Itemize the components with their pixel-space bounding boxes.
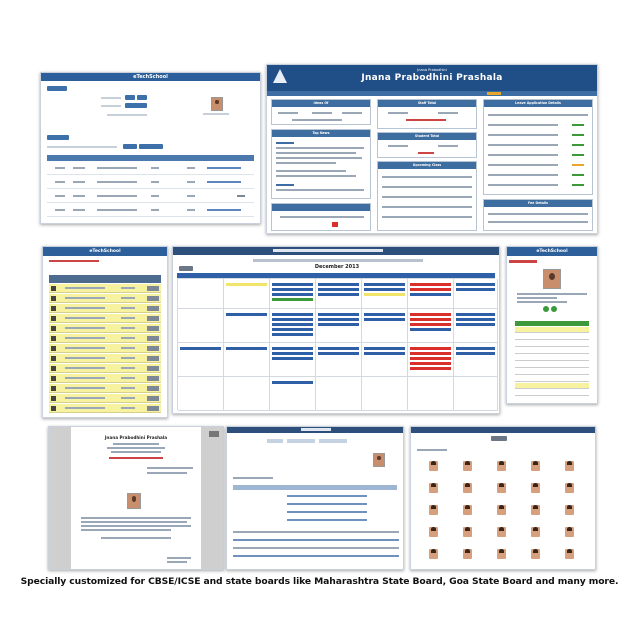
list-item[interactable] (49, 304, 161, 313)
gallery-button[interactable] (491, 436, 507, 441)
list-item[interactable] (49, 334, 161, 343)
profile-photo (543, 269, 561, 289)
app-header (507, 247, 597, 256)
certificate-photo (127, 493, 141, 509)
staff-grid (421, 461, 585, 565)
back-button[interactable] (47, 86, 67, 91)
staff-photo[interactable] (497, 483, 506, 493)
staff-photo[interactable] (531, 505, 540, 515)
export-button[interactable] (139, 144, 163, 149)
menu-item[interactable] (515, 362, 589, 368)
marketing-caption: Specially customized for CBSE/ICSE and state boards like Maharashtra State Board, Goa State Board and many more. (20, 576, 619, 587)
main-nav[interactable] (267, 91, 597, 96)
calendar-topbar (173, 247, 499, 255)
menu-item[interactable] (515, 369, 589, 375)
table-row[interactable] (47, 161, 254, 175)
screenshot-dashboard (266, 64, 598, 234)
breadcrumb (49, 260, 99, 262)
staff-photo[interactable] (565, 549, 574, 559)
app-topbar (227, 427, 403, 433)
staff-photo[interactable] (565, 483, 574, 493)
staff-photo[interactable] (463, 549, 472, 559)
menu-item[interactable] (515, 390, 589, 396)
list-item[interactable] (49, 394, 161, 403)
timetable-header (233, 485, 397, 490)
staff-photo[interactable] (531, 461, 540, 471)
staff-photo[interactable] (463, 461, 472, 471)
panel-staff-total: Staff Total (377, 99, 477, 129)
panel-upcoming-class: Upcoming Class (377, 161, 477, 231)
staff-photo[interactable] (497, 549, 506, 559)
panel-calendar (271, 203, 371, 231)
nav-item-active[interactable] (487, 92, 501, 95)
table-row[interactable] (47, 189, 254, 203)
list-item[interactable] (49, 364, 161, 373)
filter-button-3[interactable] (125, 103, 147, 108)
panel-student-total: Student Total (377, 132, 477, 158)
app-header (41, 73, 260, 81)
staff-photo[interactable] (463, 527, 472, 537)
list-item[interactable] (49, 324, 161, 333)
menu-item[interactable] (515, 348, 589, 354)
filter-button-1[interactable] (125, 95, 135, 100)
student-table (47, 161, 254, 221)
staff-photo[interactable] (565, 527, 574, 537)
staff-photo[interactable] (497, 527, 506, 537)
panel-top-news: Top News (271, 129, 371, 199)
app-header (43, 247, 167, 256)
menu-item[interactable] (515, 327, 589, 333)
staff-photo[interactable] (463, 505, 472, 515)
staff-photo[interactable] (531, 483, 540, 493)
staff-photo[interactable] (531, 549, 540, 559)
screenshot-student-profile (506, 246, 598, 404)
panel-ideas: Ideas Of (271, 99, 371, 125)
table-row[interactable] (47, 203, 254, 217)
app-title: eTechSchool (536, 249, 568, 254)
app-topbar (411, 427, 595, 433)
list-item[interactable] (49, 354, 161, 363)
staff-photo[interactable] (497, 461, 506, 471)
screenshot-timetable (226, 426, 404, 570)
staff-photo[interactable] (463, 483, 472, 493)
staff-photo[interactable] (565, 505, 574, 515)
list-item[interactable] (49, 374, 161, 383)
staff-photo[interactable] (531, 527, 540, 537)
edit-icon[interactable] (543, 306, 549, 312)
staff-photo[interactable] (429, 461, 438, 471)
list-item[interactable] (49, 344, 161, 353)
calendar-prev-button[interactable] (179, 266, 193, 271)
menu-item[interactable] (515, 341, 589, 347)
screenshot-subject-list (42, 246, 168, 418)
menu-item[interactable] (515, 321, 589, 326)
school-name: Jnana Prabodhini Prashala (361, 73, 503, 83)
calendar-month-title: December 2013 (314, 264, 360, 270)
close-icon[interactable] (209, 431, 219, 437)
legend-row (253, 259, 423, 262)
list-item[interactable] (49, 294, 161, 303)
teacher-photo (373, 453, 385, 467)
staff-photo[interactable] (429, 483, 438, 493)
filter-button-2[interactable] (137, 95, 147, 100)
list-item[interactable] (49, 404, 161, 413)
app-title: eTechSchool (133, 74, 168, 80)
screenshot-student-list (40, 72, 261, 224)
staff-photo[interactable] (565, 461, 574, 471)
staff-photo[interactable] (497, 505, 506, 515)
school-banner (267, 65, 597, 91)
screenshot-calendar (172, 246, 500, 414)
menu-item[interactable] (515, 334, 589, 340)
staff-photo[interactable] (429, 527, 438, 537)
table-header (49, 275, 161, 283)
breadcrumb (509, 260, 537, 263)
staff-photo[interactable] (429, 505, 438, 515)
menu-item[interactable] (515, 376, 589, 382)
screenshot-certificate (48, 426, 224, 570)
screenshot-staff-gallery (410, 426, 596, 570)
table-row[interactable] (47, 175, 254, 189)
staff-photo[interactable] (429, 549, 438, 559)
list-item[interactable] (49, 284, 161, 293)
print-icon[interactable] (551, 306, 557, 312)
add-button[interactable] (123, 144, 137, 149)
profile-menu (515, 321, 589, 401)
certificate-school-name: Jnana Prabodhini Prashala (104, 435, 168, 440)
list-item[interactable] (49, 314, 161, 323)
certificate-page (71, 427, 201, 570)
panel-leave-applications: Leave Application Details (483, 99, 593, 195)
calendar-grid (177, 278, 495, 410)
student-photo (211, 97, 223, 111)
search-button[interactable] (47, 135, 69, 140)
menu-item[interactable] (515, 355, 589, 361)
app-title: eTechSchool (89, 249, 121, 254)
panel-fee-details: Fee Details (483, 199, 593, 231)
menu-item[interactable] (515, 383, 589, 389)
list-item[interactable] (49, 384, 161, 393)
logo-subtitle: Jnana Prabodhini (417, 68, 447, 72)
